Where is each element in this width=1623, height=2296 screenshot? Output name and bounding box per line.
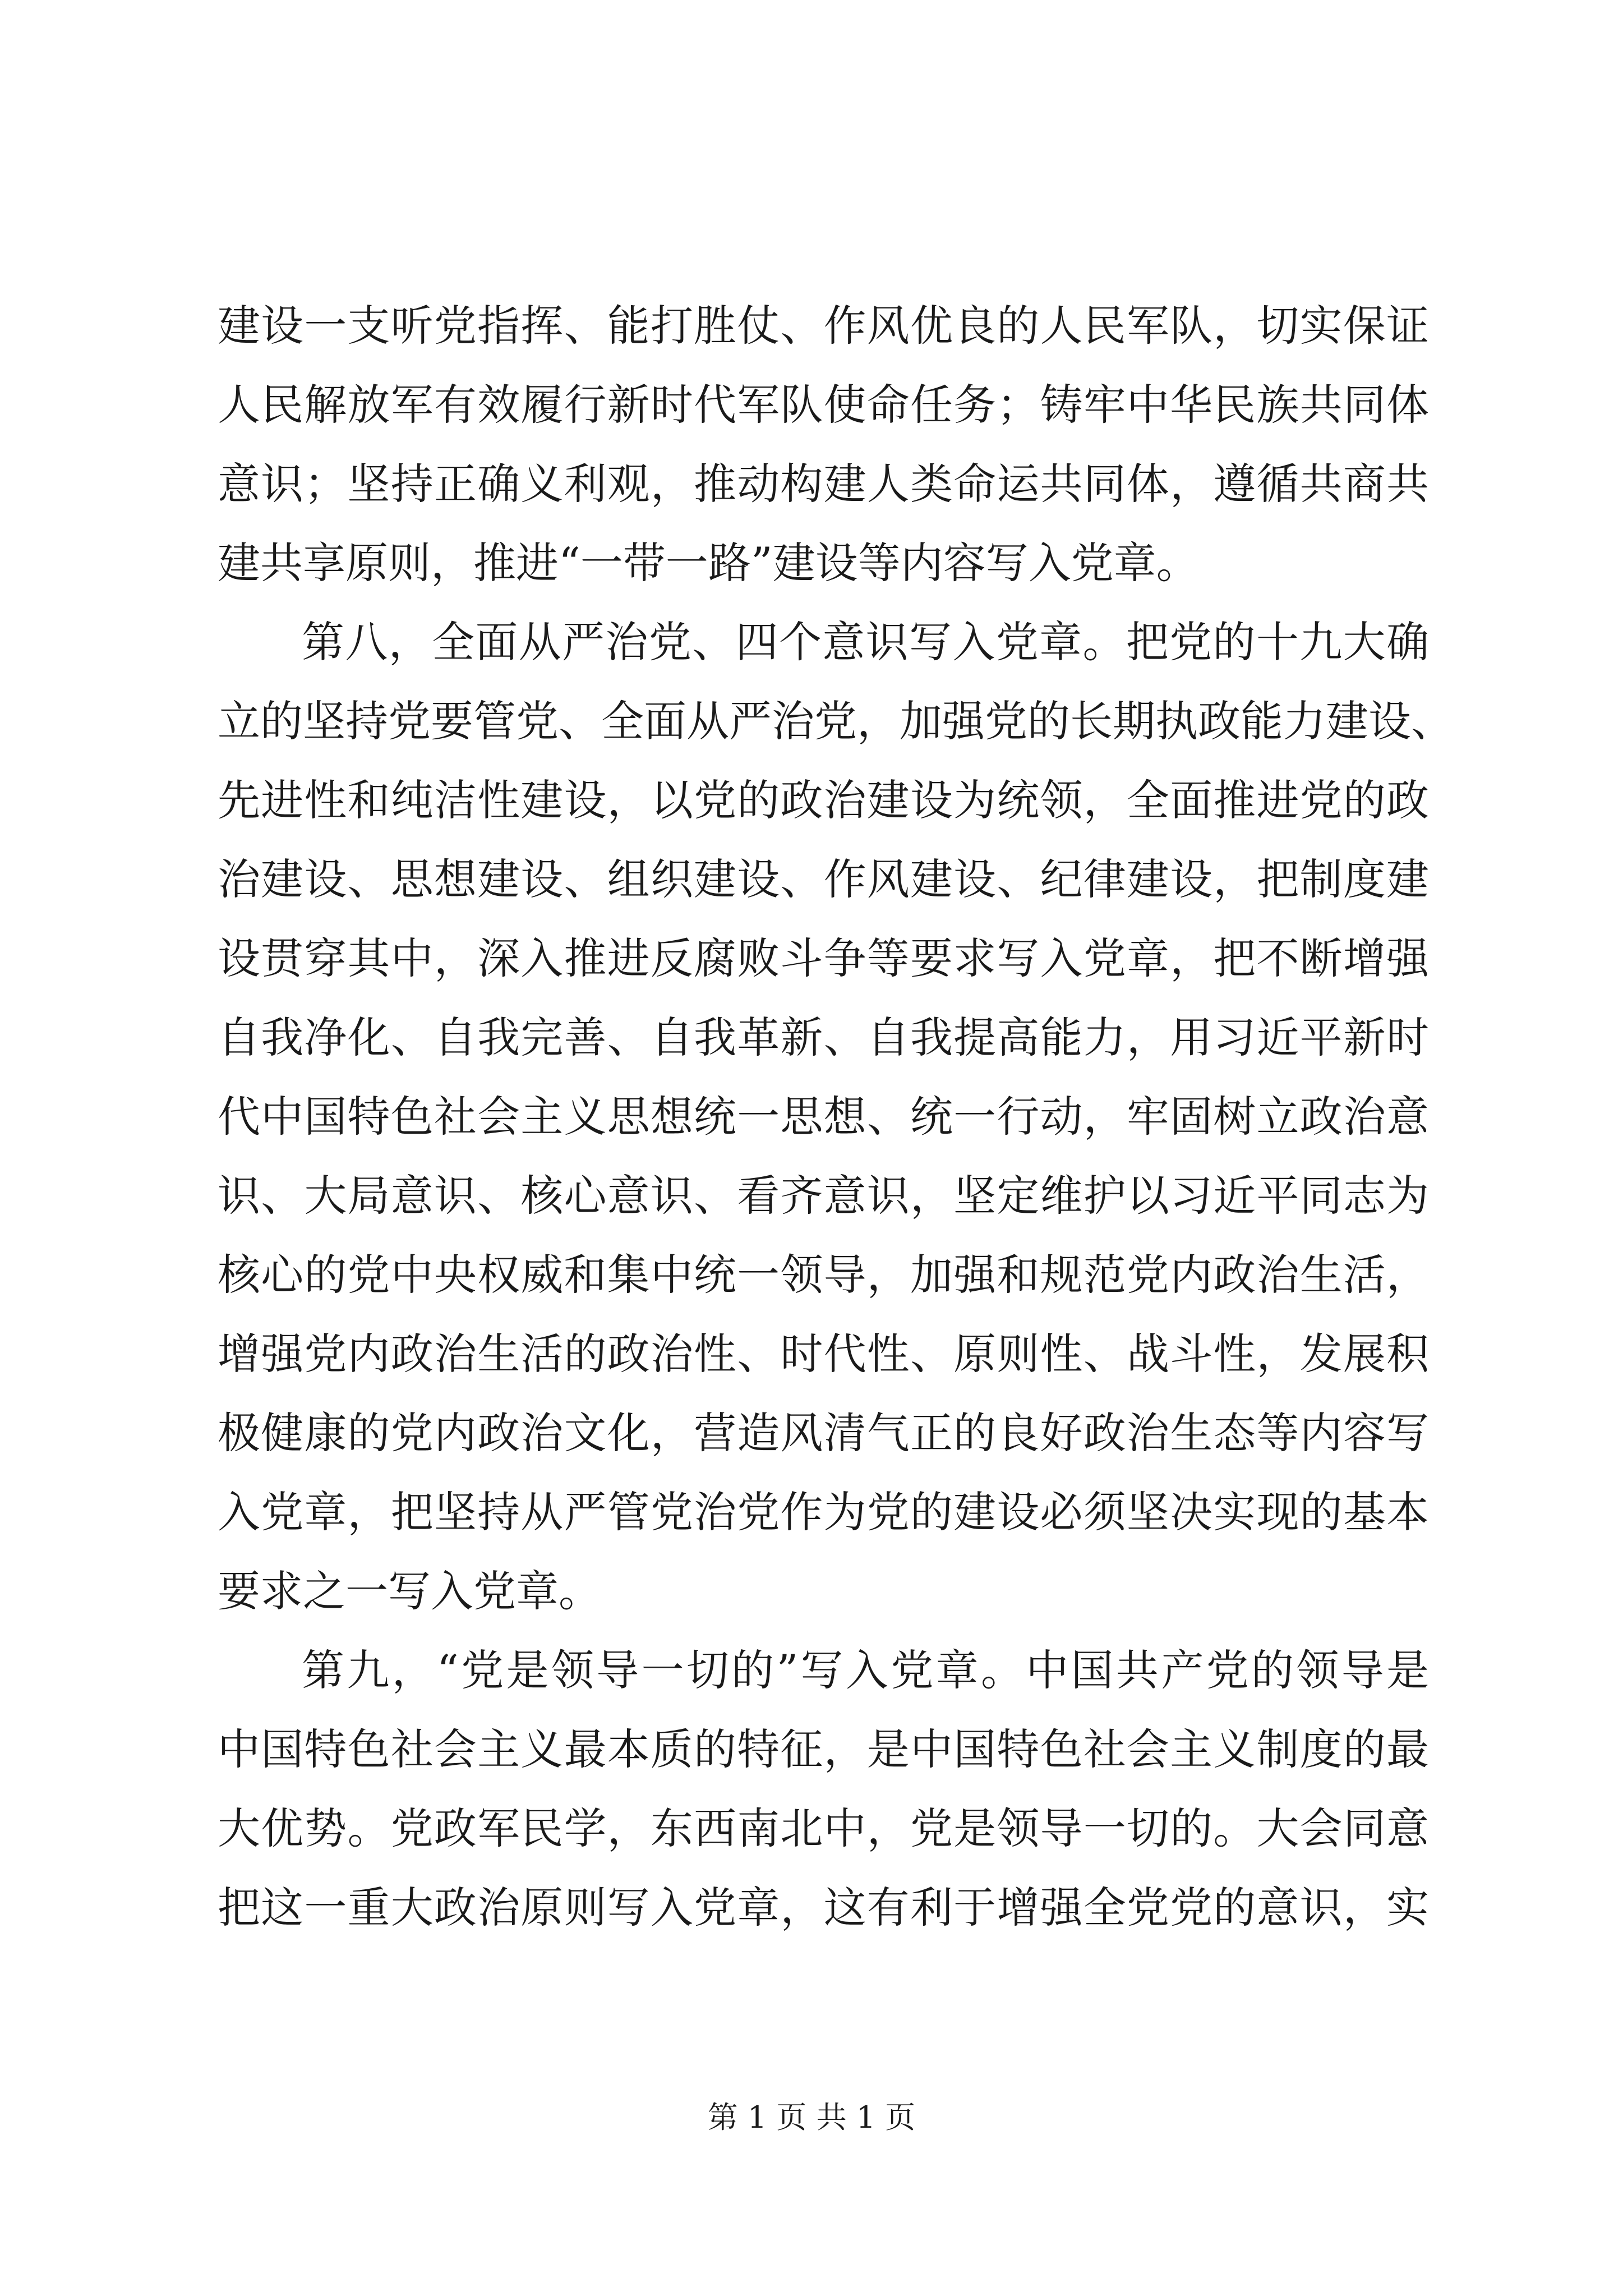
body-text: [218, 286, 1454, 1947]
text-line: 人民解放军有效履行新时代军队使命任务；铸牢中华民族共同体: [218, 380, 1429, 430]
text-line: 入党章，把坚持从严管党治党作为党的建设必须坚决实现的基本: [218, 1487, 1429, 1537]
text-line: 治建设、思想建设、组织建设、作风建设、纪律建设，把制度建: [218, 854, 1429, 904]
text-line: 极健康的党内政治文化，营造风清气正的良好政治生态等内容写: [218, 1408, 1429, 1458]
text-line: 建共享原则，推进“一带一路”建设等内容写入党章。: [218, 538, 1199, 588]
text-line: 识、大局意识、核心意识、看齐意识，坚定维护以习近平同志为: [218, 1171, 1429, 1221]
text-line: 自我净化、自我完善、自我革新、自我提高能力，用习近平新时: [218, 1013, 1429, 1062]
page-footer: 第 1 页 共 1 页: [707, 2100, 916, 2135]
text-line: 中国特色社会主义最本质的特征，是中国特色社会主义制度的最: [218, 1724, 1429, 1774]
text-line: 建设一支听党指挥、能打胜仗、作风优良的人民军队，切实保证: [218, 301, 1429, 351]
text-line: 第九，“党是领导一切的”写入党章。中国共产党的领导是: [302, 1645, 1429, 1695]
text-line: 第八，全面从严治党、四个意识写入党章。把党的十九大确: [302, 617, 1429, 667]
text-line: 立的坚持党要管党、全面从严治党，加强党的长期执政能力建设、: [218, 696, 1454, 746]
text-line: 大优势。党政军民学，东西南北中，党是领导一切的。大会同意: [218, 1803, 1429, 1853]
text-line: 代中国特色社会主义思想统一思想、统一行动，牢固树立政治意: [218, 1092, 1429, 1142]
text-line: 核心的党中央权威和集中统一领导，加强和规范党内政治生活，: [218, 1250, 1429, 1300]
text-line: 把这一重大政治原则写入党章，这有利于增强全党党的意识，实: [218, 1883, 1429, 1932]
text-line: 增强党内政治生活的政治性、时代性、原则性、战斗性，发展积: [218, 1329, 1429, 1379]
text-line: 先进性和纯洁性建设，以党的政治建设为统领，全面推进党的政: [218, 775, 1429, 825]
text-line: 设贯穿其中，深入推进反腐败斗争等要求写入党章，把不断增强: [218, 933, 1429, 983]
text-line: 要求之一写入党章。: [218, 1566, 601, 1616]
text-line: 意识；坚持正确义利观，推动构建人类命运共同体，遵循共商共: [218, 459, 1429, 509]
